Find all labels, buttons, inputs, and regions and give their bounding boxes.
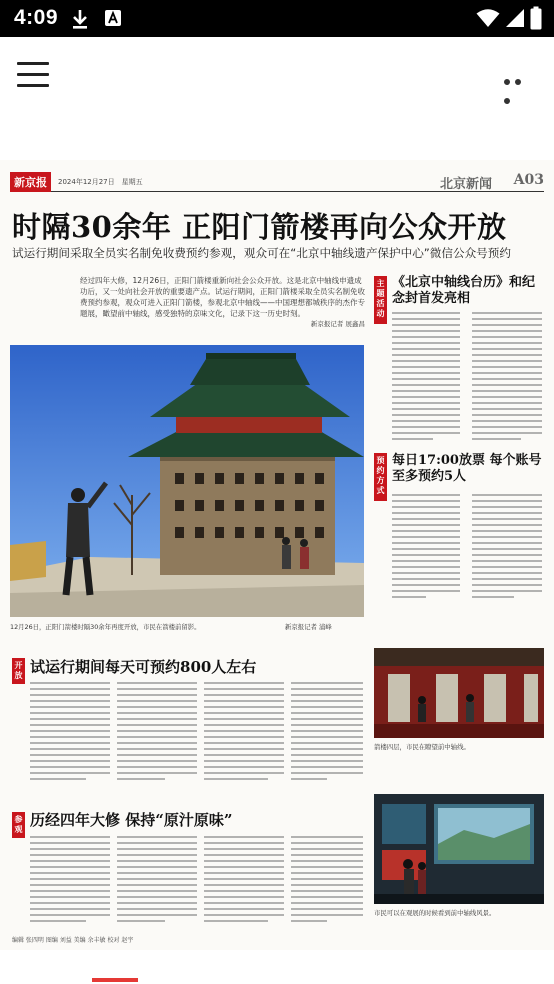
main-photo-caption-text: 12月26日，正阳门箭楼时隔30余年再度开放，市民在箭楼前留影。: [10, 623, 201, 631]
main-photo-credit: 新京报记者 浦峰: [285, 623, 332, 631]
tag-open: 开放: [12, 658, 25, 684]
side-article-1-title: 《北京中轴线台历》和纪念封首发亮相: [392, 275, 536, 306]
lede-paragraph: [80, 275, 365, 330]
newspaper-logo: 新京报: [10, 172, 51, 192]
side-article-2-body-right: [472, 494, 542, 602]
arrow-tower-illustration: [10, 345, 364, 617]
exhibition-hall-illustration: [374, 794, 544, 904]
wifi-icon: [476, 8, 500, 28]
right-photo-2-caption: 市民可以在观展的时候看到前中轴线风景。: [374, 909, 496, 917]
right-photo-1-caption: 箭楼四层，市民在瞭望前中轴线。: [374, 743, 470, 751]
side-article-1-body-right: [472, 312, 542, 444]
download-icon: [70, 8, 90, 30]
side-article-2-title: 每日17:00放票 每个账号至多预约5人: [392, 453, 542, 484]
more-horizontal-icon[interactable]: [504, 70, 536, 80]
main-photo: [10, 345, 364, 617]
side-article-2-body-left: [392, 494, 460, 602]
section-2-col-1: [30, 836, 110, 926]
battery-icon: [530, 6, 542, 30]
section-2-title: 历经四年大修 保持“原汁原味”: [30, 811, 233, 829]
tower-interior-illustration: [374, 648, 544, 738]
masthead: [10, 170, 544, 192]
section-name: 北京新闻: [439, 177, 492, 192]
section-2-col-3: [204, 836, 284, 926]
section-2-col-4: [291, 836, 363, 926]
main-photo-caption: [10, 622, 201, 631]
right-photo-1: [374, 648, 544, 738]
tag-visit: 参观: [12, 812, 25, 838]
section-1-col-3: [204, 682, 284, 784]
section-1-title: 试运行期间每天可预约800人左右: [30, 658, 257, 676]
section-1-col-2: [117, 682, 197, 784]
right-photo-2: [374, 794, 544, 904]
status-bar: [0, 0, 554, 37]
lede-text: 经过四年大修，12月26日，正阳门箭楼重新向社会公众开放。这是北京中轴线申遗成功后，又一处向社会开放的重要遗产点。试运行期间，正阳门箭楼采取全员实名制免收费预约参观，观众可进入正阳门箭楼，参观北京中轴线——中国理想都城秩序的杰作专题展，瞰望前中轴线，感受独特的京味文化，记录下这一历史时刻。: [80, 276, 365, 318]
app-bar: [0, 37, 554, 117]
tag-theme-activity: 主题活动: [374, 276, 387, 324]
page-credits: 编辑 张四明 图编 刘益 美编 余丰敏 校对 赵宇: [12, 937, 134, 944]
section-1-col-1: [30, 682, 110, 784]
subheadline: 试运行期间采取全员实名制免收费预约参观，观众可在“北京中轴线遗产保护中心”微信公众号预约: [12, 246, 511, 260]
side-article-1-body-left: [392, 312, 460, 444]
section-2-col-2: [117, 836, 197, 926]
lede-byline: 新京报记者 展鑫昌: [310, 320, 365, 328]
headline: 时隔30余年 正阳门箭楼再向公众开放: [12, 210, 507, 244]
status-time: 4:09: [14, 6, 59, 29]
text-a-icon: [104, 8, 122, 28]
page-indicator: [92, 978, 138, 982]
tag-booking-method: 预约方式: [374, 453, 387, 501]
page-number: A03: [513, 172, 544, 188]
section-1-col-4: [291, 682, 363, 784]
issue-date: 2024年12月27日 星期五: [58, 178, 143, 186]
signal-icon: [505, 8, 525, 28]
newspaper-page[interactable]: [0, 160, 554, 950]
hamburger-menu-icon[interactable]: [17, 62, 49, 88]
